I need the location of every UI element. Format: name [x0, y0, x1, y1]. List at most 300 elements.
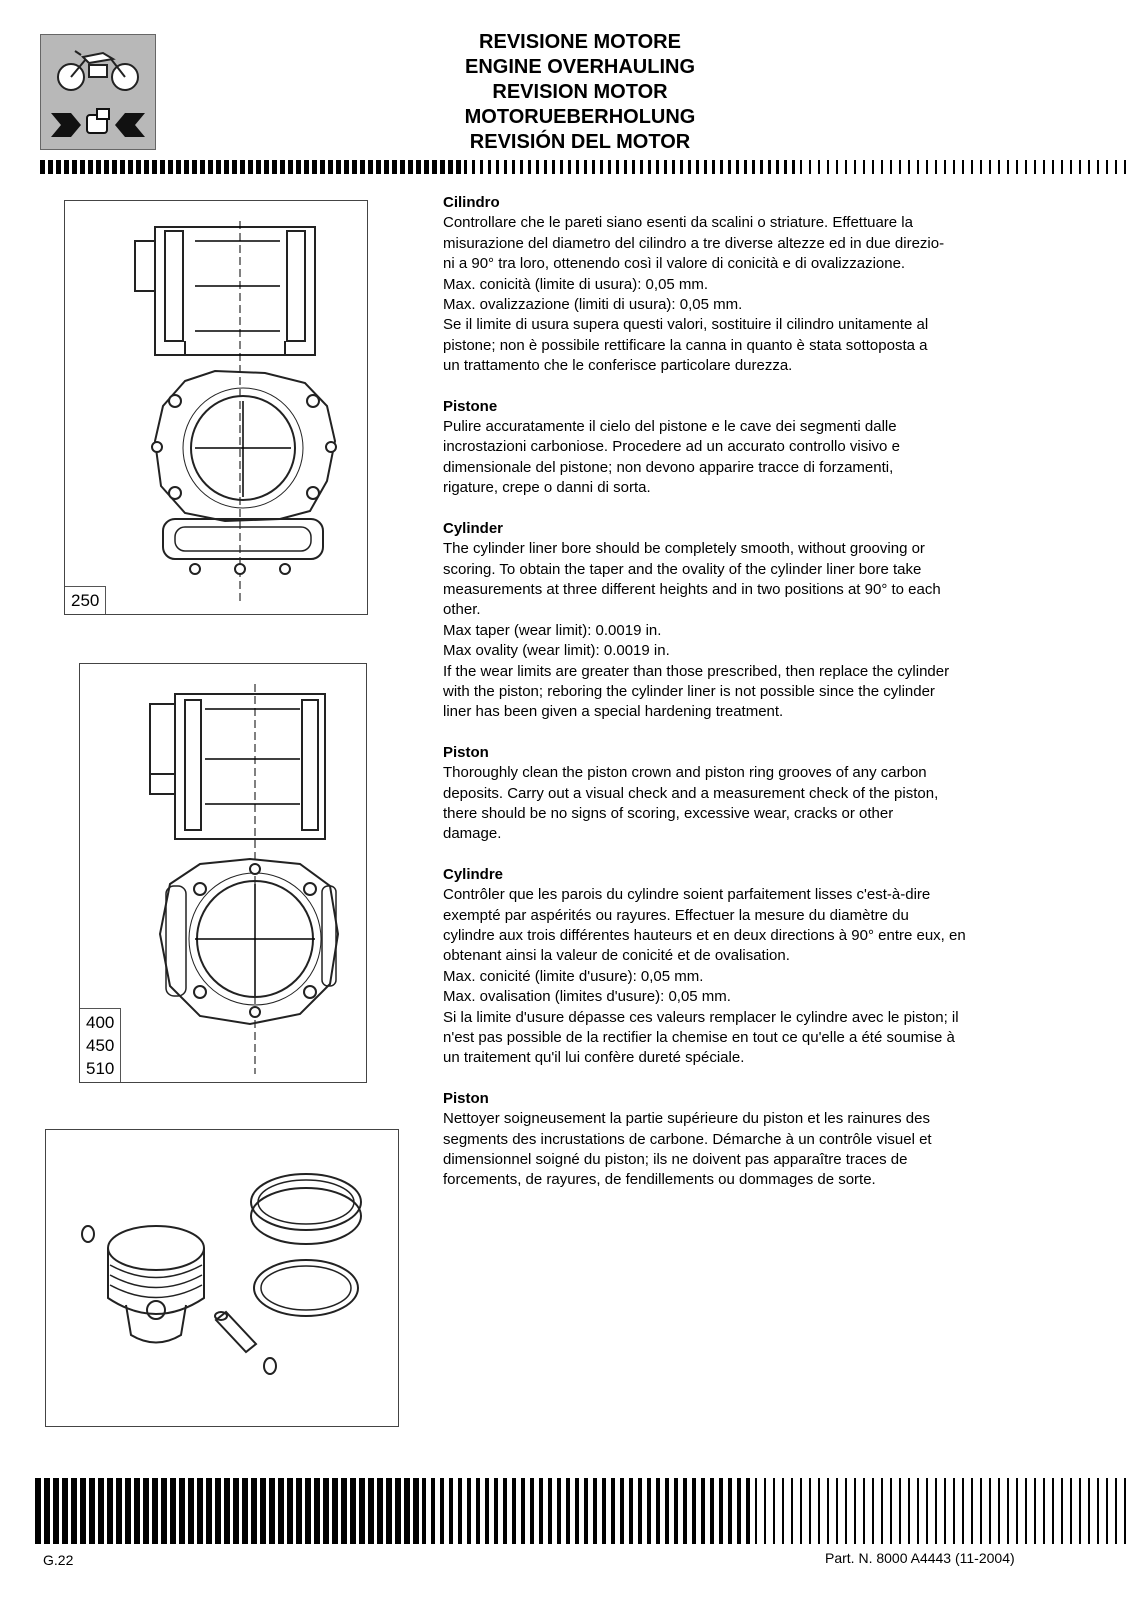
ruler-tick [400, 160, 405, 174]
ruler-tick [944, 160, 946, 174]
section-line: incrostazioni carboniose. Procedere ad un accurato controllo visivo e [443, 438, 900, 456]
barcode-bar [953, 1478, 955, 1544]
section-line: n'est pas possible de la rectifier la chemise en tout ce qu'elle a été soumise à [443, 1029, 955, 1047]
barcode-bar [458, 1478, 462, 1544]
barcode-bar [629, 1478, 633, 1544]
ruler-tick [760, 160, 763, 174]
barcode-bar [881, 1478, 883, 1544]
barcode-bar [782, 1478, 784, 1544]
figure-model-label: 450 [86, 1036, 115, 1055]
barcode-bar [53, 1478, 59, 1544]
ruler-tick [1016, 160, 1018, 174]
ruler-tick [1106, 160, 1108, 174]
barcode-bar [998, 1478, 1000, 1544]
page-title-block [380, 30, 780, 155]
ruler-tick [192, 160, 197, 174]
ruler-tick [899, 160, 901, 174]
ruler-tick [632, 160, 635, 174]
section-cylindre [443, 865, 1043, 1069]
barcode-bar [755, 1478, 757, 1544]
barcode-bar [503, 1478, 507, 1544]
barcode-bar [548, 1478, 552, 1544]
barcode-bar [1079, 1478, 1081, 1544]
title-it: REVISIONE MOTORE [479, 31, 681, 53]
ruler-tick [664, 160, 667, 174]
barcode-bar [440, 1478, 444, 1544]
ruler-tick [176, 160, 181, 174]
ruler-tick [980, 160, 982, 174]
ruler-tick [288, 160, 293, 174]
barcode-bar [647, 1478, 651, 1544]
section-piston-fr [443, 1089, 1043, 1191]
section-line: deposits. Carry out a visual check and a measurement check of the piston, [443, 784, 939, 802]
barcode-bar [44, 1478, 50, 1544]
ruler-tick [328, 160, 333, 174]
barcode-bar [35, 1478, 41, 1544]
barcode-bar [701, 1478, 705, 1544]
text-column [443, 193, 1043, 1211]
ruler-tick [1070, 160, 1072, 174]
ruler-tick [648, 160, 651, 174]
barcode-bar [161, 1478, 167, 1544]
ruler-tick [809, 160, 811, 174]
ruler-tick [504, 160, 507, 174]
ruler-tick [336, 160, 341, 174]
barcode-bar [737, 1478, 741, 1544]
barcode-bar [431, 1478, 435, 1544]
section-line: liner has been given a special hardening treatment. [443, 703, 784, 721]
figure-cylinder-400-450-510 [79, 663, 367, 1083]
ruler-tick [224, 160, 229, 174]
ruler-tick [64, 160, 69, 174]
barcode-bar [188, 1478, 194, 1544]
ruler-tick [656, 160, 659, 174]
figure-model-label: 400 [86, 1013, 115, 1032]
barcode-bar [728, 1478, 732, 1544]
ruler-tick [1079, 160, 1081, 174]
section-line: Se il limite di usura supera questi valori, sostituire il cilindro unitamente al [443, 316, 929, 334]
ruler-tick [464, 160, 467, 174]
ruler-tick [792, 160, 795, 174]
barcode-bar [242, 1478, 248, 1544]
ruler-tick [432, 160, 437, 174]
barcode-bar [863, 1478, 865, 1544]
figure-model-label: 250 [71, 591, 100, 610]
ruler-tick [440, 160, 445, 174]
section-line: dimensionale del pistone; non devono apparire tracce di forzamenti, [443, 458, 894, 476]
ruler-tick [908, 160, 910, 174]
ruler-tick [528, 160, 531, 174]
barcode-bar [557, 1478, 561, 1544]
ruler-tick [552, 160, 555, 174]
figure-piston-rings [45, 1129, 399, 1427]
barcode-bar [962, 1478, 964, 1544]
ruler-tick [854, 160, 856, 174]
barcode-bar [908, 1478, 910, 1544]
barcode-bar [89, 1478, 95, 1544]
ruler-tick [696, 160, 699, 174]
barcode-bar [404, 1478, 410, 1544]
ruler-tick [935, 160, 937, 174]
ruler-tick [144, 160, 149, 174]
barcode-bar [1124, 1478, 1126, 1544]
ruler-tick [520, 160, 523, 174]
ruler-tick [881, 160, 883, 174]
barcode-bar [359, 1478, 365, 1544]
barcode-bar [656, 1478, 660, 1544]
barcode-bar [332, 1478, 338, 1544]
ruler-tick [752, 160, 755, 174]
ruler-tick [104, 160, 109, 174]
barcode-bar [116, 1478, 122, 1544]
barcode-bar [449, 1478, 453, 1544]
barcode-bar [602, 1478, 606, 1544]
section-line: Max taper (wear limit): 0.0019 in. [443, 621, 662, 639]
ruler-tick [800, 160, 802, 174]
section-pistone [443, 397, 1043, 499]
section-line: pistone; non è possibile rettificare la canna in quanto è stata sottoposta a [443, 336, 928, 354]
barcode-bar [575, 1478, 579, 1544]
ruler-tick [926, 160, 928, 174]
section-heading: Piston [443, 1089, 489, 1107]
ruler-tick [248, 160, 253, 174]
ruler-tick [720, 160, 723, 174]
barcode-bar [845, 1478, 847, 1544]
ruler-tick [168, 160, 173, 174]
figure-cylinder-250 [64, 200, 368, 615]
ruler-tick [1061, 160, 1063, 174]
section-piston-en [443, 743, 1043, 845]
ruler-tick [624, 160, 627, 174]
ruler-tick [208, 160, 213, 174]
ruler-tick [544, 160, 547, 174]
barcode-bar [926, 1478, 928, 1544]
barcode-bar [1097, 1478, 1099, 1544]
ruler-tick [1124, 160, 1126, 174]
ruler-tick [1052, 160, 1054, 174]
barcode-bar [800, 1478, 802, 1544]
barcode-bar [539, 1478, 543, 1544]
barcode-bar [836, 1478, 838, 1544]
page-number: G.22 [43, 1552, 74, 1568]
ruler-tick [96, 160, 101, 174]
barcode-bar [935, 1478, 937, 1544]
section-line: obtenant ainsi la valeur de conicité et de ovalisation. [443, 947, 790, 965]
ruler-tick [744, 160, 747, 174]
ruler-tick [1088, 160, 1090, 174]
ruler-tick [392, 160, 397, 174]
ruler-tick [184, 160, 189, 174]
ruler-tick [136, 160, 141, 174]
barcode-bar [971, 1478, 973, 1544]
figure-label-400 [80, 1008, 121, 1082]
ruler-tick [953, 160, 955, 174]
section-line: cylindre aux trois différentes hauteurs et en deux directions à 90° entre eux, en [443, 927, 966, 944]
section-heading: Cylinder [443, 519, 504, 537]
barcode-bar [152, 1478, 158, 1544]
section-heading: Piston [443, 743, 489, 761]
ruler-tick [456, 160, 461, 174]
ruler-tick [344, 160, 349, 174]
figure-label-250 [65, 586, 106, 614]
ruler-tick [560, 160, 563, 174]
ruler-tick [312, 160, 317, 174]
ruler-tick [352, 160, 357, 174]
barcode-bar [1025, 1478, 1027, 1544]
barcode-bar [233, 1478, 239, 1544]
ruler-tick [112, 160, 117, 174]
barcode-bar [1052, 1478, 1054, 1544]
barcode-bar [386, 1478, 392, 1544]
section-line: dimensionnel soigné du piston; ils ne doivent pas apparaître traces de [443, 1151, 908, 1169]
section-line: Thoroughly clean the piston crown and piston ring grooves of any carbon [443, 764, 927, 782]
ruler-tick [989, 160, 991, 174]
cylinder-250-drawing [65, 201, 367, 614]
barcode-bar [818, 1478, 820, 1544]
section-line: forcements, de rayures, de fendillements ou dommages de sorte. [443, 1171, 876, 1189]
barcode-bar [413, 1478, 419, 1544]
barcode-bar [746, 1478, 750, 1544]
ruler-tick [827, 160, 829, 174]
barcode-bar [899, 1478, 901, 1544]
barcode-bar [944, 1478, 946, 1544]
section-line: exempté par aspérités ou rayures. Effectuer la mesure du diamètre du [443, 906, 909, 924]
section-line: Max. conicité (limite d'usure): 0,05 mm. [443, 967, 704, 985]
section-line: Max. ovalisation (limites d'usure): 0,05 mm. [443, 988, 731, 1006]
ruler-tick [128, 160, 133, 174]
ruler-tick [472, 160, 475, 174]
ruler-tick [784, 160, 787, 174]
barcode-bar [1034, 1478, 1036, 1544]
barcode-bar [314, 1478, 320, 1544]
ruler-tick [704, 160, 707, 174]
section-line: ni a 90° tra loro, ottenendo così il valore di conicità e di ovalizzazione. [443, 255, 906, 273]
section-line: there should be no signs of scoring, excessive wear, cracks or other [443, 804, 894, 822]
ruler-tick [536, 160, 539, 174]
barcode-bar [512, 1478, 516, 1544]
barcode-bar [530, 1478, 534, 1544]
barcode-bar [305, 1478, 311, 1544]
section-logo [40, 34, 156, 150]
barcode-bar [809, 1478, 811, 1544]
barcode-bar [287, 1478, 293, 1544]
ruler-tick [640, 160, 643, 174]
ruler-tick [320, 160, 325, 174]
barcode-bar [1043, 1478, 1045, 1544]
ruler-tick [160, 160, 165, 174]
ruler-tick [72, 160, 77, 174]
barcode-bar [260, 1478, 266, 1544]
ruler-tick [360, 160, 365, 174]
figure-model-label: 510 [86, 1059, 115, 1078]
ruler-tick [376, 160, 381, 174]
ruler-tick [408, 160, 413, 174]
barcode-bar [170, 1478, 176, 1544]
ruler-tick [200, 160, 205, 174]
barcode-bar [890, 1478, 892, 1544]
ruler-tick [296, 160, 301, 174]
title-es: REVISIÓN DEL MOTOR [469, 131, 691, 153]
section-line: Nettoyer soigneusement la partie supérieure du piston et les rainures des [443, 1110, 930, 1128]
ruler-tick [424, 160, 429, 174]
ruler-tick [1115, 160, 1117, 174]
barcode-bar [620, 1478, 624, 1544]
barcode-bar [215, 1478, 221, 1544]
ruler-tick [80, 160, 85, 174]
barcode-bar [584, 1478, 588, 1544]
cylinder-400-drawing [80, 664, 366, 1082]
ruler-tick [272, 160, 277, 174]
ruler-tick [688, 160, 691, 174]
section-line: un traitement qu'il lui confère dureté spéciale. [443, 1049, 745, 1067]
barcode-bar [206, 1478, 212, 1544]
barcode-bar [665, 1478, 669, 1544]
ruler-tick [616, 160, 619, 174]
ruler-tick [568, 160, 571, 174]
barcode-bar [395, 1478, 401, 1544]
barcode-bar [368, 1478, 374, 1544]
barcode-bar [566, 1478, 570, 1544]
section-heading: Pistone [443, 397, 498, 415]
barcode-bar [143, 1478, 149, 1544]
barcode-bar [494, 1478, 498, 1544]
barcode-bar [593, 1478, 597, 1544]
barcode-bar [710, 1478, 714, 1544]
section-line: damage. [443, 825, 502, 843]
barcode-bar [125, 1478, 131, 1544]
ruler-tick [680, 160, 683, 174]
ruler-tick [88, 160, 93, 174]
barcode-bar [692, 1478, 696, 1544]
section-line: measurements at three different heights and in two positions at 90° to each [443, 580, 941, 598]
section-line: rigature, crepe o danni di sorta. [443, 479, 651, 497]
barcode-bar [719, 1478, 723, 1544]
ruler-tick [584, 160, 587, 174]
barcode-bar [674, 1478, 678, 1544]
barcode-bar [197, 1478, 203, 1544]
section-line: Contrôler que les parois du cylindre soient parfaitement lisses c'est-à-dire [443, 886, 931, 904]
ruler-tick [863, 160, 865, 174]
part-number: Part. N. 8000 A4443 (11-2004) [825, 1550, 1015, 1566]
ruler-tick [488, 160, 491, 174]
barcode-bar [377, 1478, 383, 1544]
section-line: scoring. To obtain the taper and the ovality of the cylinder liner bore take [443, 560, 922, 578]
barcode-bar [323, 1478, 329, 1544]
ruler-tick [512, 160, 515, 174]
section-line: segments des incrustations de carbone. Démarche à un contrôle visuel et [443, 1130, 932, 1148]
section-line: Controllare che le pareti siano esenti da scalini o striature. Effettuare la [443, 214, 913, 232]
barcode-bar [62, 1478, 68, 1544]
barcode-bar [1061, 1478, 1063, 1544]
ruler-tick [998, 160, 1000, 174]
barcode-bar [521, 1478, 525, 1544]
ruler-tick [962, 160, 964, 174]
ruler-tick [264, 160, 269, 174]
barcode-bar [422, 1478, 426, 1544]
barcode-bar [134, 1478, 140, 1544]
barcode-bar [179, 1478, 185, 1544]
header-ruler [40, 160, 1130, 174]
ruler-tick [1007, 160, 1009, 174]
barcode-bar [872, 1478, 874, 1544]
section-cylinder [443, 519, 1043, 723]
ruler-tick [608, 160, 611, 174]
ruler-tick [1025, 160, 1027, 174]
ruler-tick [280, 160, 285, 174]
ruler-tick [416, 160, 421, 174]
barcode-bar [107, 1478, 113, 1544]
title-fr: REVISION MOTOR [492, 81, 668, 103]
ruler-tick [890, 160, 892, 174]
ruler-tick [40, 160, 45, 174]
barcode-bar [251, 1478, 257, 1544]
barcode-bar [1016, 1478, 1018, 1544]
footer-barcode [35, 1478, 1130, 1544]
section-line: other. [443, 601, 481, 619]
barcode-bar [773, 1478, 775, 1544]
piston-rings-drawing [46, 1130, 398, 1426]
barcode-bar [341, 1478, 347, 1544]
ruler-tick [368, 160, 373, 174]
barcode-bar [1115, 1478, 1117, 1544]
ruler-tick [736, 160, 739, 174]
ruler-tick [672, 160, 675, 174]
ruler-tick [120, 160, 125, 174]
ruler-tick [845, 160, 847, 174]
ruler-tick [592, 160, 595, 174]
ruler-tick [480, 160, 483, 174]
barcode-bar [485, 1478, 489, 1544]
barcode-bar [791, 1478, 793, 1544]
barcode-bar [1007, 1478, 1009, 1544]
barcode-bar [269, 1478, 275, 1544]
barcode-bar [350, 1478, 356, 1544]
barcode-bar [854, 1478, 856, 1544]
barcode-bar [1106, 1478, 1108, 1544]
ruler-tick [56, 160, 61, 174]
ruler-tick [496, 160, 499, 174]
barcode-bar [278, 1478, 284, 1544]
ruler-tick [576, 160, 579, 174]
section-line: Pulire accuratamente il cielo del pistone e le cave dei segmenti dalle [443, 418, 897, 436]
section-line: un trattamento che le conferisce particolare durezza. [443, 357, 793, 375]
barcode-bar [1088, 1478, 1090, 1544]
barcode-bar [224, 1478, 230, 1544]
barcode-bar [989, 1478, 991, 1544]
title-en: ENGINE OVERHAULING [464, 56, 696, 78]
motorcycle-engine-icon [41, 35, 155, 149]
ruler-tick [232, 160, 237, 174]
barcode-bar [467, 1478, 471, 1544]
barcode-bar [1070, 1478, 1072, 1544]
barcode-bar [296, 1478, 302, 1544]
barcode-bar [683, 1478, 687, 1544]
ruler-tick [768, 160, 771, 174]
ruler-tick [712, 160, 715, 174]
ruler-tick [872, 160, 874, 174]
barcode-bar [980, 1478, 982, 1544]
section-cilindro [443, 193, 1043, 377]
section-line: Max. ovalizzazione (limiti di usura): 0,05 mm. [443, 296, 743, 314]
ruler-tick [256, 160, 261, 174]
ruler-tick [917, 160, 919, 174]
ruler-tick [818, 160, 820, 174]
ruler-tick [1097, 160, 1099, 174]
ruler-tick [600, 160, 603, 174]
section-line: with the piston; reboring the cylinder liner is not possible since the cylinder [443, 682, 935, 700]
section-line: Si la limite d'usure dépasse ces valeurs remplacer le cylindre avec le piston; il [443, 1008, 959, 1026]
section-line: misurazione del diametro del cilindro a tre diverse altezze ed in due direzio- [443, 234, 945, 252]
